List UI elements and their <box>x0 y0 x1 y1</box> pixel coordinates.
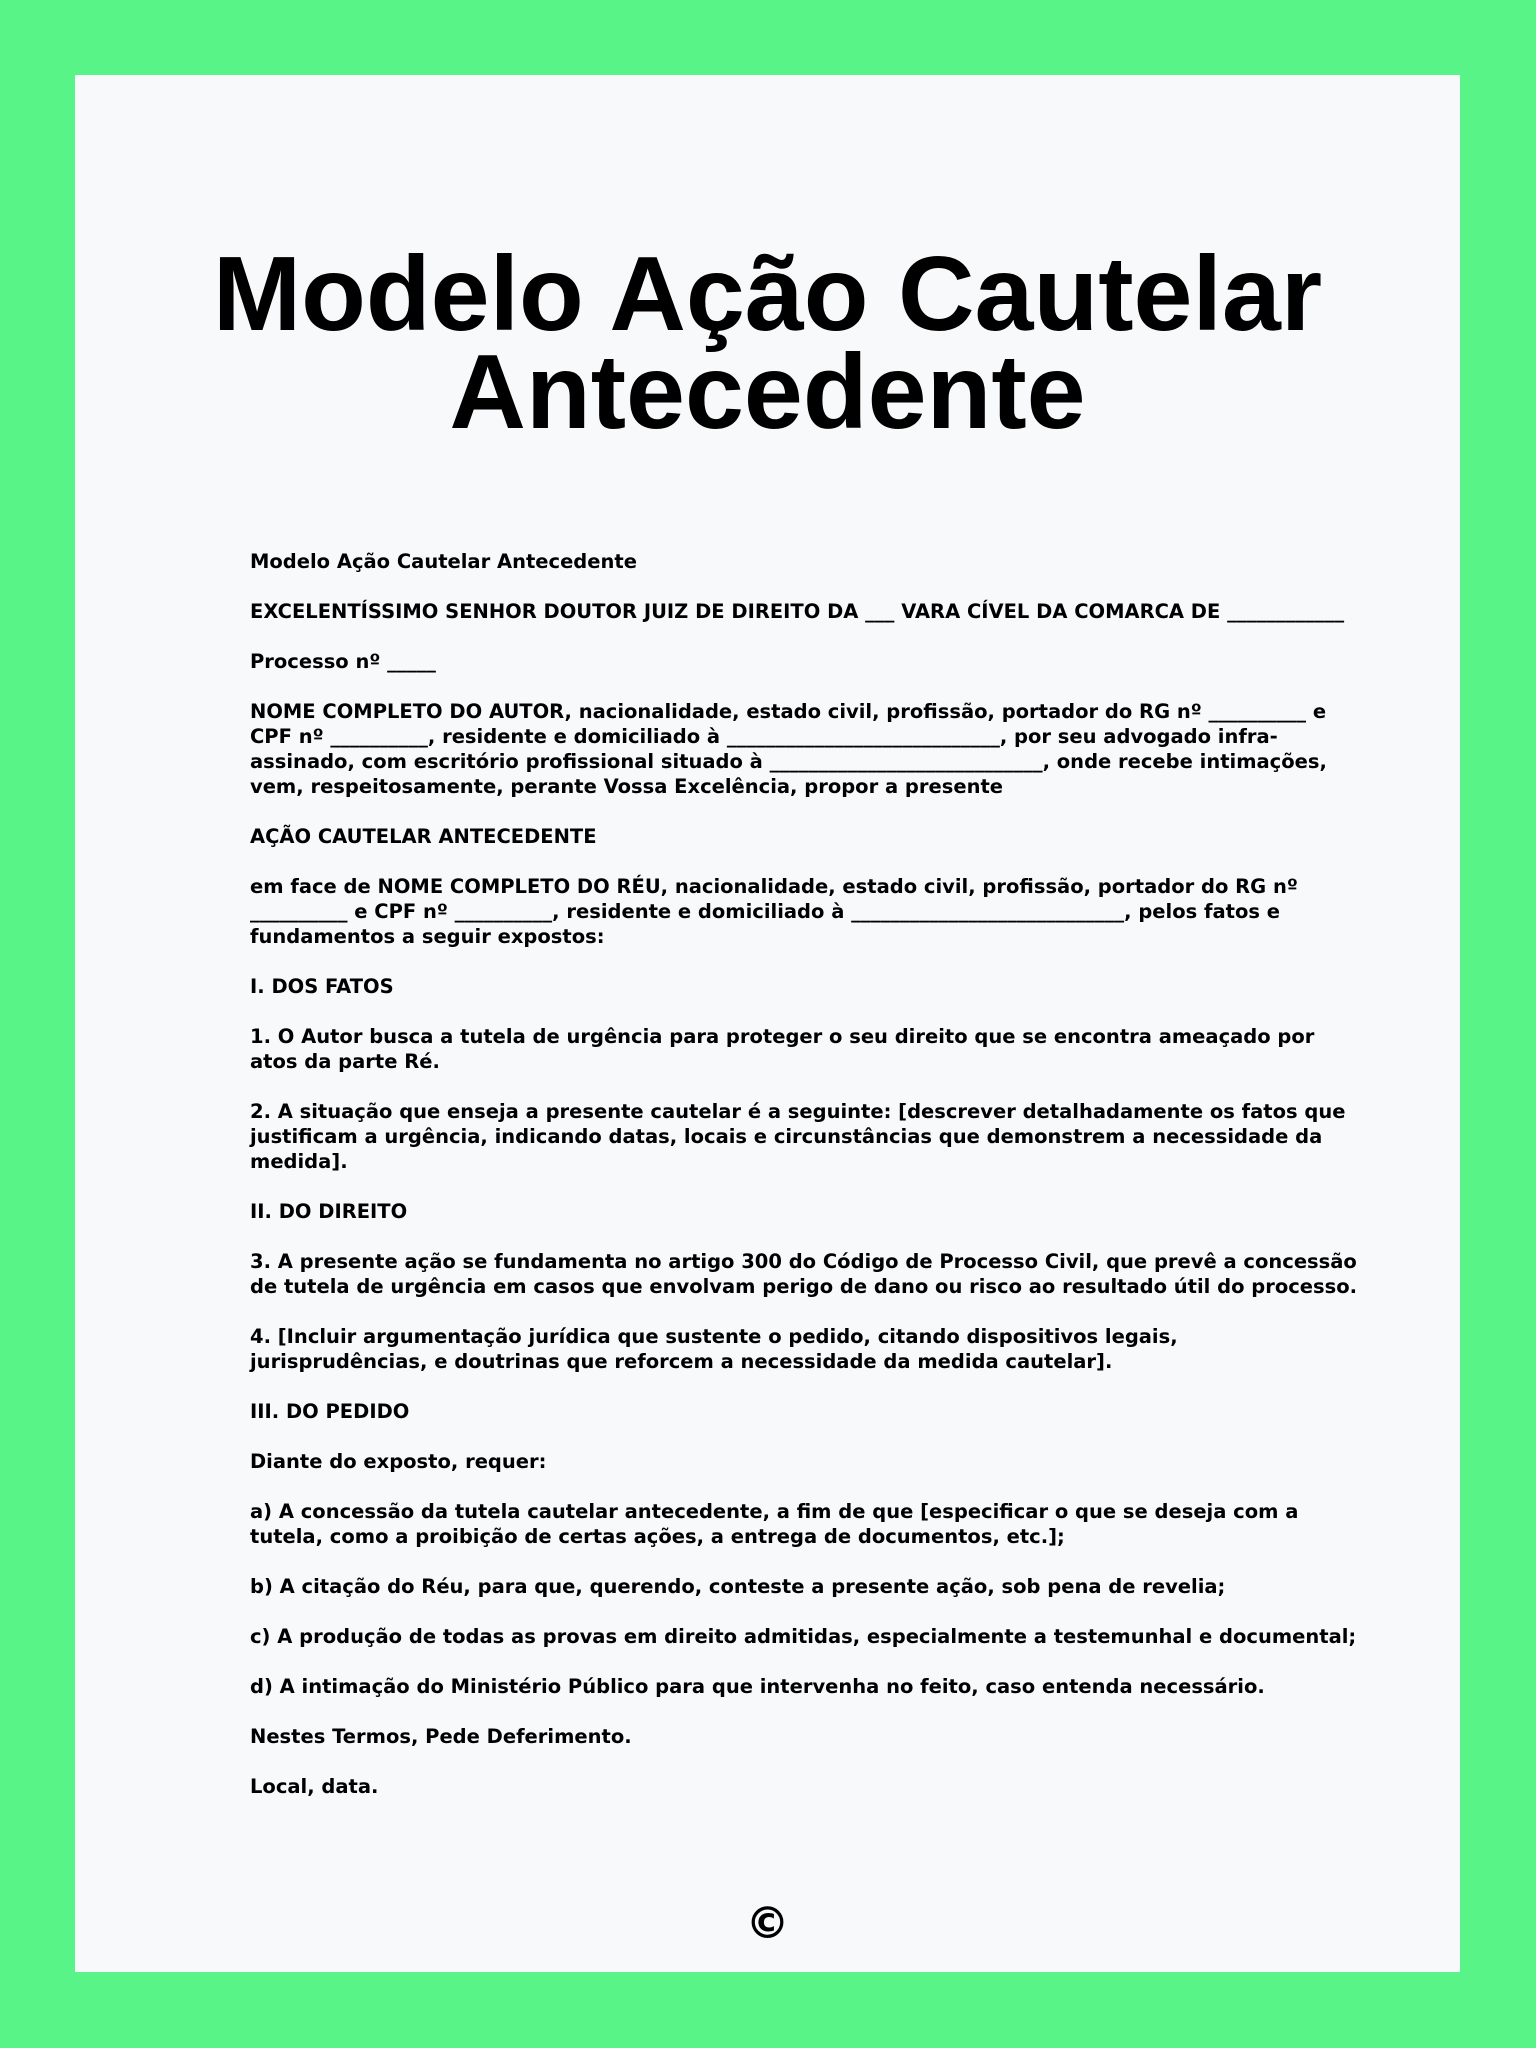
section-heading-law: II. DO DIREITO <box>250 1200 408 1223</box>
paragraph-closing: Nestes Termos, Pede Deferimento. <box>250 1725 632 1748</box>
paragraph-request-intro: Diante do exposto, requer: <box>250 1450 547 1473</box>
paragraph-law-4: 4. [Incluir argumentação jurídica que sustente o pedido, citando dispositivos legais, jurisprudências, e doutrinas que reforcem a necessidade da medida cautelar]. <box>250 1325 1178 1373</box>
paragraph-request-a: a) A concessão da tutela cautelar antecedente, a fim de que [especificar o que se deseja com a tutela, como a proibição de certas ações, a entrega de documentos, etc.]; <box>250 1500 1299 1548</box>
paragraph-plaintiff-qualification: NOME COMPLETO DO AUTOR, nacionalidade, estado civil, profissão, portador do RG nº __________ e CPF nº __________, residente e domiciliado à ____________________________, por seu advogado infra-assinado, com escritório profissional situado à ____________________________, onde recebe intimações, vem, respeitosamente, perante Vossa Excelência, propor a presente <box>250 700 1327 798</box>
section-heading-facts: I. DOS FATOS <box>250 975 394 998</box>
paragraph-request-b: b) A citação do Réu, para que, querendo, conteste a presente ação, sob pena de revelia; <box>250 1575 1226 1598</box>
paragraph-fact-2: 2. A situação que enseja a presente cautelar é a seguinte: [descrever detalhadamente os fatos que justificam a urgência, indicando datas, locais e circunstâncias que demonstrem a necessidade da medida]. <box>250 1100 1346 1173</box>
paragraph-request-d: d) A intimação do Ministério Público para que intervenha no feito, caso entenda necessário. <box>250 1675 1265 1698</box>
document-title <box>75 235 1460 451</box>
title-line-1: Modelo Ação Cautelar <box>212 235 1323 353</box>
section-heading-request: III. DO PEDIDO <box>250 1400 410 1423</box>
paragraph-law-3: 3. A presente ação se fundamenta no artigo 300 do Código de Processo Civil, que prevê a concessão de tutela de urgência em casos que envolvam perigo de dano ou risco ao resultado útil do processo. <box>250 1250 1358 1298</box>
paragraph-request-c: c) A produção de todas as provas em direito admitidas, especialmente a testemunhal e documental; <box>250 1625 1357 1648</box>
document-sheet <box>75 75 1460 1972</box>
paragraph-place-date: Local, data. <box>250 1775 379 1798</box>
paragraph-action-name: AÇÃO CAUTELAR ANTECEDENTE <box>250 825 597 848</box>
paragraph-process-number: Processo nº _____ <box>250 650 436 673</box>
paragraph-addressee: EXCELENTÍSSIMO SENHOR DOUTOR JUIZ DE DIREITO DA ___ VARA CÍVEL DA COMARCA DE ____________ <box>250 600 1345 623</box>
paragraph-fact-1: 1. O Autor busca a tutela de urgência para proteger o seu direito que se encontra ameaçado por atos da parte Ré. <box>250 1025 1315 1073</box>
paragraph-defendant-qualification: em face de NOME COMPLETO DO RÉU, nacionalidade, estado civil, profissão, portador do RG nº __________ e CPF nº __________, residente e domiciliado à ____________________________, pelos fatos e fundamentos a seguir expostos: <box>250 875 1298 948</box>
document-body <box>250 549 1360 1824</box>
paragraph-doc-heading: Modelo Ação Cautelar Antecedente <box>250 550 637 573</box>
title-line-2: Antecedente <box>449 333 1086 451</box>
copyright-symbol: © <box>745 1898 790 1949</box>
